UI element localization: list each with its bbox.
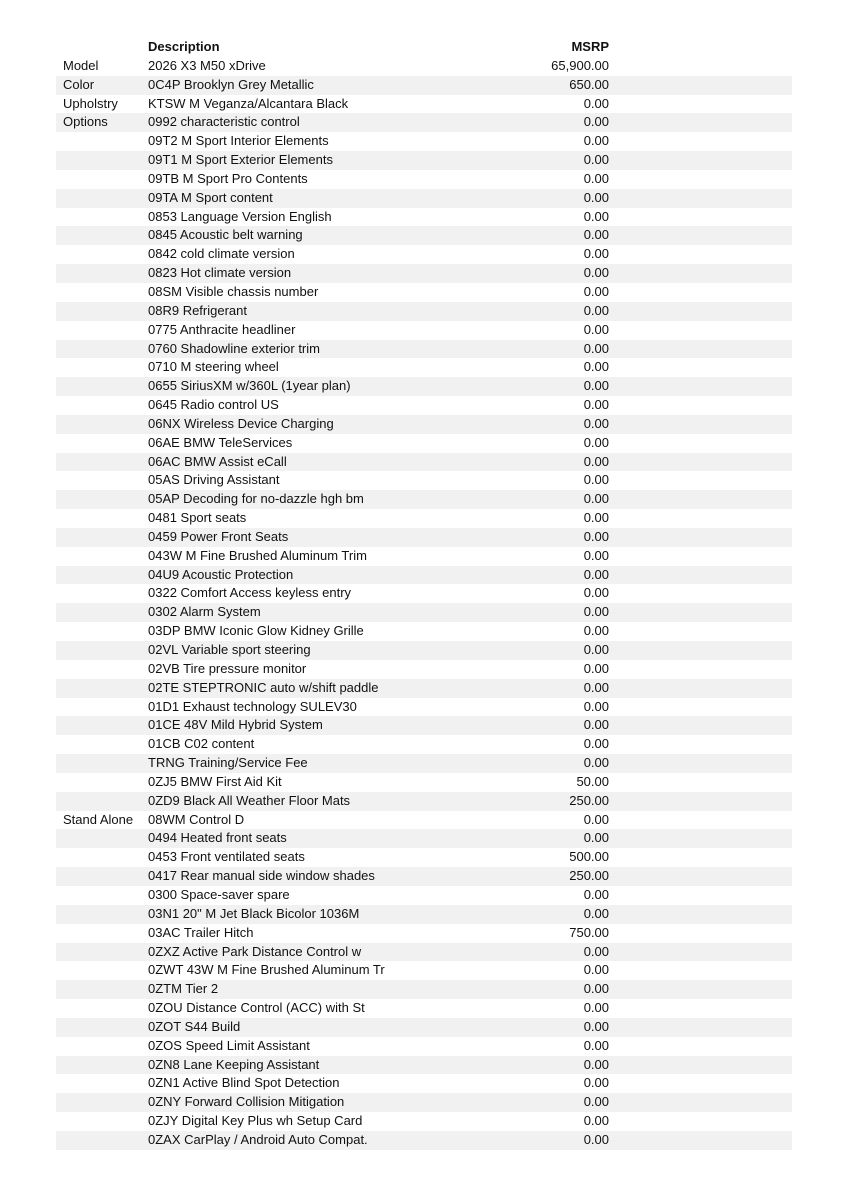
table-row	[56, 1074, 792, 1093]
row-description: 06AC BMW Assist eCall	[148, 453, 287, 469]
table-row	[56, 999, 792, 1018]
table-row	[56, 584, 792, 603]
row-msrp: 65,900.00	[551, 57, 609, 73]
row-msrp: 0.00	[583, 491, 609, 507]
table-row	[56, 208, 792, 227]
row-description: 0ZJY Digital Key Plus wh Setup Card	[148, 1113, 363, 1129]
row-msrp: 0.00	[583, 283, 609, 299]
row-msrp: 250.00	[569, 868, 609, 884]
row-description: 0ZXZ Active Park Distance Control w	[148, 943, 362, 959]
row-msrp: 0.00	[583, 321, 609, 337]
table-row	[56, 358, 792, 377]
row-category: Upholstry	[63, 95, 118, 111]
row-description: 2026 X3 M50 xDrive	[148, 57, 266, 73]
row-description: 0ZN1 Active Blind Spot Detection	[148, 1075, 340, 1091]
row-msrp: 0.00	[583, 227, 609, 243]
row-msrp: 0.00	[583, 642, 609, 657]
row-description: 0ZNY Forward Collision Mitigation	[148, 1094, 345, 1110]
row-msrp: 0.00	[583, 547, 609, 563]
table-row	[56, 245, 792, 264]
row-category: Model	[63, 57, 99, 73]
row-description: 0ZAX CarPlay / Android Auto Compat.	[148, 1131, 368, 1147]
row-description: 0ZJ5 BMW First Aid Kit	[148, 773, 282, 789]
table-row	[56, 905, 792, 924]
row-description: 0710 M steering wheel	[148, 359, 279, 375]
table-row	[56, 1131, 792, 1150]
row-description: 03DP BMW Iconic Glow Kidney Grille	[148, 623, 364, 639]
row-msrp: 0.00	[583, 415, 609, 431]
row-msrp: 0.00	[583, 943, 609, 959]
row-description: 0459 Power Front Seats	[148, 528, 289, 544]
row-description: 0823 Hot climate version	[148, 265, 292, 281]
row-description: 0481 Sport seats	[148, 510, 247, 526]
row-description: 0494 Heated front seats	[148, 830, 287, 846]
table-row	[56, 528, 792, 547]
table-row	[56, 886, 792, 905]
table-row	[56, 811, 792, 830]
row-msrp: 0.00	[583, 434, 609, 450]
row-msrp: 0.00	[583, 1131, 609, 1147]
row-msrp: 0.00	[583, 265, 609, 281]
row-description: 0845 Acoustic belt warning	[148, 227, 303, 243]
row-msrp: 0.00	[583, 566, 609, 582]
table-row	[56, 113, 792, 132]
row-description: 08WM Control D	[148, 811, 245, 827]
row-description: 03AC Trailer Hitch	[148, 924, 254, 940]
table-row	[56, 679, 792, 698]
table-row	[56, 660, 792, 679]
row-msrp: 0.00	[583, 1113, 609, 1129]
row-msrp: 0.00	[583, 886, 609, 902]
table-row	[56, 547, 792, 566]
table-row	[56, 132, 792, 151]
row-description: 0ZOT S44 Build	[148, 1018, 241, 1034]
row-msrp: 0.00	[583, 698, 609, 714]
table-row	[56, 302, 792, 321]
table-row	[56, 471, 792, 490]
row-msrp: 0.00	[583, 736, 609, 752]
table-row	[56, 95, 792, 114]
row-msrp: 0.00	[583, 152, 609, 168]
row-category: Options	[63, 114, 108, 130]
table-row	[56, 189, 792, 208]
table-row	[56, 283, 792, 302]
row-msrp: 0.00	[583, 604, 609, 620]
row-description: KTSW M Veganza/Alcantara Black	[148, 95, 349, 111]
row-description: 08R9 Refrigerant	[148, 302, 247, 318]
row-description: 0760 Shadowline exterior trim	[148, 340, 320, 356]
table-row	[56, 321, 792, 340]
row-msrp: 0.00	[583, 302, 609, 318]
row-category: Stand Alone	[63, 811, 134, 827]
table-row	[56, 1037, 792, 1056]
row-msrp: 0.00	[583, 528, 609, 544]
table-row	[56, 1018, 792, 1037]
row-msrp: 0.00	[583, 981, 609, 997]
row-msrp: 650.00	[569, 76, 609, 92]
table-row	[56, 453, 792, 472]
row-msrp: 0.00	[583, 1094, 609, 1110]
table-header-row	[56, 38, 792, 57]
table-row	[56, 170, 792, 189]
table-row	[56, 829, 792, 848]
table-row	[56, 509, 792, 528]
row-msrp: 0.00	[583, 378, 609, 394]
row-description: 04U9 Acoustic Protection	[148, 566, 294, 582]
table-row	[56, 622, 792, 641]
row-msrp: 0.00	[583, 359, 609, 375]
table-row	[56, 641, 792, 660]
row-msrp: 0.00	[583, 660, 609, 676]
row-msrp: 0.00	[583, 170, 609, 186]
row-msrp: 0.00	[583, 811, 609, 827]
row-msrp: 0.00	[583, 397, 609, 413]
row-description: 08SM Visible chassis number	[148, 283, 319, 299]
row-description: 02VL Variable sport steering	[148, 642, 311, 657]
header-msrp: MSRP	[571, 39, 609, 54]
row-msrp: 0.00	[583, 114, 609, 130]
row-description: 043W M Fine Brushed Aluminum Trim	[148, 547, 367, 563]
row-description: 0775 Anthracite headliner	[148, 321, 296, 337]
table-row	[56, 943, 792, 962]
table-row	[56, 867, 792, 886]
table-row	[56, 773, 792, 792]
table-row	[56, 848, 792, 867]
row-description: 05AP Decoding for no-dazzle hgh bm	[148, 491, 364, 507]
row-description: 0853 Language Version English	[148, 208, 332, 224]
table-row	[56, 566, 792, 585]
row-msrp: 0.00	[583, 472, 609, 488]
table-row	[56, 340, 792, 359]
row-description: 0322 Comfort Access keyless entry	[148, 585, 352, 601]
row-msrp: 750.00	[569, 924, 609, 940]
row-msrp: 0.00	[583, 208, 609, 224]
table-row	[56, 226, 792, 245]
row-msrp: 0.00	[583, 679, 609, 695]
row-description: 09T2 M Sport Interior Elements	[148, 133, 329, 149]
row-msrp: 0.00	[583, 1000, 609, 1016]
row-msrp: 0.00	[583, 585, 609, 601]
table-row	[56, 698, 792, 717]
row-description: 0300 Space-saver spare	[148, 886, 290, 902]
table-row	[56, 924, 792, 943]
row-msrp: 0.00	[583, 830, 609, 846]
table-row	[56, 754, 792, 773]
row-msrp: 0.00	[583, 340, 609, 356]
table-row	[56, 76, 792, 95]
table-row	[56, 603, 792, 622]
table-row	[56, 377, 792, 396]
row-msrp: 0.00	[583, 246, 609, 262]
table-row	[56, 1056, 792, 1075]
row-description: 05AS Driving Assistant	[148, 472, 280, 488]
row-msrp: 0.00	[583, 510, 609, 526]
row-description: 0645 Radio control US	[148, 397, 279, 413]
row-msrp: 0.00	[583, 1075, 609, 1091]
row-description: 0C4P Brooklyn Grey Metallic	[148, 76, 314, 92]
row-description: 01CE 48V Mild Hybrid System	[148, 717, 323, 733]
row-description: 06NX Wireless Device Charging	[148, 415, 334, 431]
table-row	[56, 57, 792, 76]
row-description: 0992 characteristic control	[148, 114, 300, 130]
row-description: 01CB C02 content	[148, 736, 255, 752]
row-description: 02VB Tire pressure monitor	[148, 660, 307, 676]
row-description: 0ZWT 43W M Fine Brushed Aluminum Tr	[148, 962, 385, 978]
table-row	[56, 264, 792, 283]
row-msrp: 0.00	[583, 133, 609, 149]
header-description: Description	[148, 39, 220, 54]
table-body	[56, 57, 792, 1150]
row-msrp: 0.00	[583, 623, 609, 639]
msrp-table	[56, 38, 792, 1150]
row-msrp: 0.00	[583, 95, 609, 111]
row-description: 09TB M Sport Pro Contents	[148, 170, 308, 186]
row-description: 06AE BMW TeleServices	[148, 434, 293, 450]
row-msrp: 0.00	[583, 962, 609, 978]
row-msrp: 50.00	[576, 773, 609, 789]
row-description: 0ZN8 Lane Keeping Assistant	[148, 1056, 320, 1072]
table-row	[56, 151, 792, 170]
table-row	[56, 1093, 792, 1112]
row-description: 02TE STEPTRONIC auto w/shift paddle	[148, 679, 379, 695]
row-msrp: 0.00	[583, 1037, 609, 1053]
row-description: 0417 Rear manual side window shades	[148, 868, 375, 884]
table-row	[56, 415, 792, 434]
row-description: 0842 cold climate version	[148, 246, 295, 262]
row-msrp: 0.00	[583, 1018, 609, 1034]
row-msrp: 0.00	[583, 1056, 609, 1072]
table-row	[56, 961, 792, 980]
row-description: 0ZOS Speed Limit Assistant	[148, 1037, 310, 1053]
row-description: 0ZD9 Black All Weather Floor Mats	[148, 792, 351, 808]
table-row	[56, 434, 792, 453]
table-row	[56, 735, 792, 754]
row-description: 0453 Front ventilated seats	[148, 849, 305, 865]
row-msrp: 500.00	[569, 849, 609, 865]
row-msrp: 0.00	[583, 905, 609, 921]
table-row	[56, 1112, 792, 1131]
row-msrp: 0.00	[583, 189, 609, 205]
table-row	[56, 490, 792, 509]
row-msrp: 0.00	[583, 755, 609, 771]
row-description: 0655 SiriusXM w/360L (1year plan)	[148, 378, 351, 394]
row-msrp: 0.00	[583, 717, 609, 733]
row-description: 0ZTM Tier 2	[148, 981, 219, 997]
table-row	[56, 792, 792, 811]
row-description: 0302 Alarm System	[148, 604, 261, 620]
table-row	[56, 980, 792, 999]
row-msrp: 250.00	[569, 792, 609, 808]
row-description: 09TA M Sport content	[148, 189, 273, 205]
row-category: Color	[63, 76, 95, 92]
row-description: 03N1 20" M Jet Black Bicolor 1036M	[148, 905, 360, 921]
row-description: TRNG Training/Service Fee	[148, 755, 308, 771]
row-msrp: 0.00	[583, 453, 609, 469]
row-description: 0ZOU Distance Control (ACC) with St	[148, 1000, 365, 1016]
row-description: 01D1 Exhaust technology SULEV30	[148, 698, 357, 714]
table-row	[56, 716, 792, 735]
row-description: 09T1 M Sport Exterior Elements	[148, 152, 333, 168]
table-row	[56, 396, 792, 415]
